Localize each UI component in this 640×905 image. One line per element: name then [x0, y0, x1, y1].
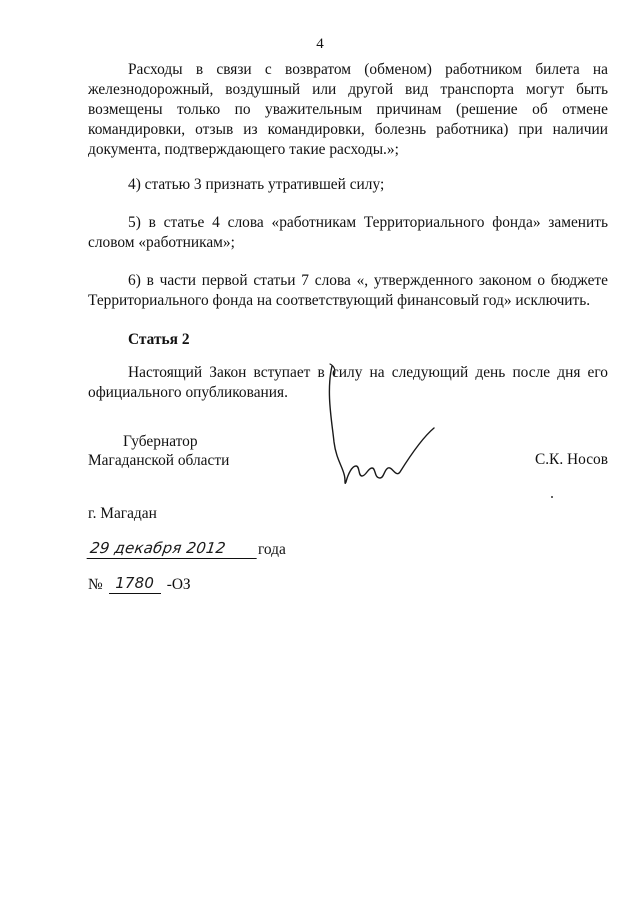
ink-dot — [551, 496, 553, 498]
handwritten-date: 29 декабря 2012 — [87, 539, 260, 559]
signatory-name: С.К. Носов — [534, 451, 608, 468]
number-sign: № — [88, 576, 103, 593]
signatory-title-line1: Губернатор — [123, 433, 198, 450]
page-number: 4 — [316, 36, 324, 52]
article-text: Настоящий Закон вступает в силу на следующий день после дня его официального опубликования. — [88, 364, 608, 401]
paragraph-expenses: Расходы в связи с возвратом (обменом) работником билета на железнодорожный, воздушный или другой вид транспорта могут быть возмещены только по уважительным причинам (решение об отмене командировки, отзыв из командировки, болезнь работника) при наличии документа, подтверждающего такие расходы.»; — [88, 61, 608, 158]
signatory-title-line2: Магаданской области — [88, 452, 230, 469]
handwritten-signature — [322, 362, 452, 497]
article-heading: Статья 2 — [128, 331, 190, 348]
date-suffix: года — [258, 541, 286, 558]
signatory-title — [88, 432, 229, 470]
paragraph-item-4: 4) статью 3 признать утратившей силу; — [128, 176, 385, 193]
law-number-line — [88, 574, 191, 594]
date-line — [88, 539, 286, 559]
law-number-suffix: -ОЗ — [166, 576, 191, 593]
document-body — [88, 60, 608, 403]
signing-city: г. Магадан — [88, 505, 157, 522]
paragraph-item-6: 6) в части первой статьи 7 слова «, утвержденного законом о бюджете Территориального фонда на соответствующий финансовый год» исключить. — [88, 272, 608, 309]
handwritten-law-number: 1780 — [109, 574, 161, 594]
paragraph-item-5: 5) в статье 4 слова «работникам Территориального фонда» заменить словом «работникам»; — [88, 214, 608, 251]
